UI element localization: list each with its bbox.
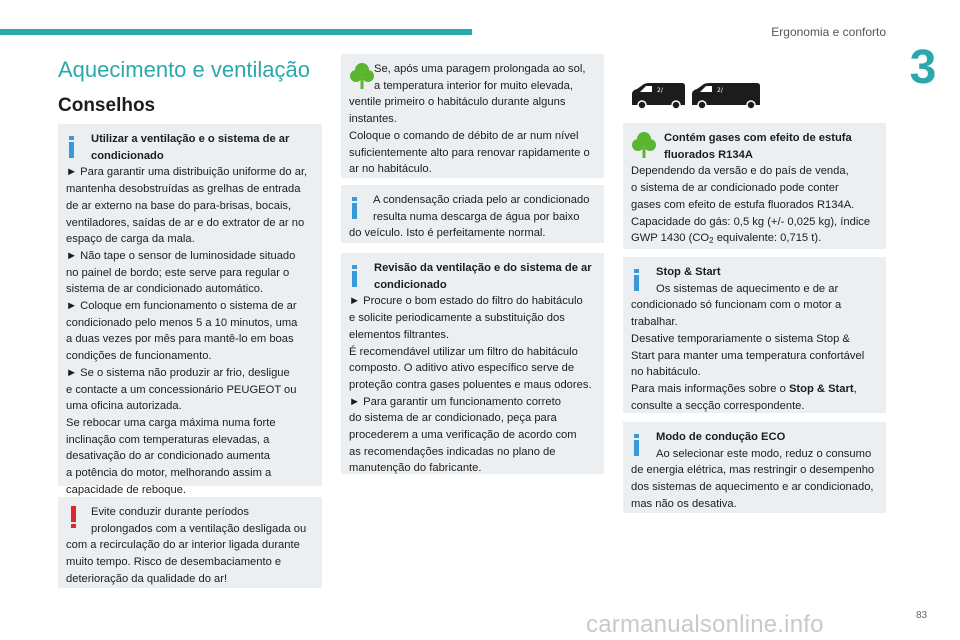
info-box-ventilation-use <box>58 124 322 496</box>
warning-icon <box>70 506 78 528</box>
box-body <box>66 164 314 498</box>
info-icon <box>67 136 76 158</box>
text-line: mas não os desativa. <box>631 497 737 510</box>
box-heading: Modo de condução ECO <box>656 431 786 443</box>
gwp-line: GWP 1430 ($CO_2$ equivalente: 0,715 t). <box>631 232 822 246</box>
box-body <box>631 297 878 381</box>
van-icons <box>630 81 762 109</box>
text-line: ► Se o sistema não produzir ar frio, desligue <box>66 366 290 379</box>
box-intro: Ao selecionar este modo, reduz o consumo <box>656 447 872 460</box>
text-line: ► Não tape o sensor de luminosidade situado <box>66 249 296 262</box>
text-line: ► Para garantir um funcionamento correto <box>349 395 561 408</box>
text-line: com a recirculação do ar interior ligada durante <box>66 539 300 552</box>
text-line: de energia elétrica, mas restringir o desempenho <box>631 464 875 477</box>
text-line: desativação do ar condicionado aumenta <box>66 450 271 463</box>
text-line: deterioração da qualidade do ar! <box>66 572 228 585</box>
text-line: condicionado só funcionam com o motor a <box>631 299 842 312</box>
tree-icon <box>350 62 374 90</box>
text-line: gases com efeito de estufa fluorados R134A. <box>631 198 855 211</box>
text-line: ► Procure o bom estado do filtro do habitáculo <box>349 295 583 308</box>
text-line: no habitáculo. <box>631 366 701 379</box>
section-heading: Conselhos <box>58 95 156 116</box>
van-long-icon <box>692 83 760 109</box>
text-line: Dependendo da versão e do país de venda, <box>631 165 849 178</box>
info-icon <box>350 265 359 287</box>
text-line: dos sistemas de aquecimento e ar condicionado, <box>631 481 874 494</box>
box-heading: Stop & Start <box>656 266 721 278</box>
info-icon <box>632 269 641 291</box>
tree-icon <box>632 131 656 159</box>
text-line: ventiladores, saídas de ar e do extrator de ar no <box>66 216 305 229</box>
text-line: instantes. <box>349 113 397 126</box>
text-line: Capacidade do gás: 0,5 kg (+/- 0,025 kg), índice <box>631 215 871 228</box>
text-line: inclinação com temperaturas elevadas, a <box>66 433 270 446</box>
text-line: suficientemente alto para renovar rapidamente o <box>349 146 590 159</box>
text-line: o sistema de ar condicionado pode conter <box>631 182 839 195</box>
text-line: condições de funcionamento. <box>66 350 212 363</box>
watermark: carmanualsonline.info <box>586 611 824 638</box>
eco-box-gas <box>623 123 886 249</box>
box-heading: Revisão da ventilação e do sistema de ar condicionado <box>374 262 592 291</box>
text-line: condicionado pelo menos 5 a 10 minutos, uma <box>66 316 298 329</box>
box-last-line: consulte a secção correspondente. <box>631 399 805 412</box>
text-line: Coloque o comando de débito de ar num nível <box>349 129 579 142</box>
text-line: ► Coloque em funcionamento o sistema de ar <box>66 300 297 313</box>
eco-box-parking <box>341 54 604 178</box>
text-line: do veículo. Isto é perfeitamente normal. <box>349 227 546 240</box>
info-icon <box>632 434 641 456</box>
box-heading: Utilizar a ventilação e o sistema de ar condicionado <box>91 133 290 162</box>
box-body <box>66 537 314 587</box>
box-body <box>349 293 596 477</box>
text-line: capacidade de reboque. <box>66 483 187 496</box>
text-line: prolongados com a ventilação desligada ou <box>91 522 307 535</box>
text-line: muito tempo. Risco de desembaciamento e <box>66 556 282 569</box>
svg-text:2/: 2/ <box>657 87 663 94</box>
text-line: a duas vezes por mês para mantê-lo em boas <box>66 333 294 346</box>
box-intro <box>349 192 596 225</box>
page-number: 83 <box>916 610 928 621</box>
header-accent-bar <box>0 29 472 35</box>
text-line: mantenha desobstruídas as grelhas de entrada <box>66 183 301 196</box>
box-heading: Contém gases com efeito de estufa fluorados R134A <box>664 132 852 161</box>
text-line: Se, após uma paragem prolongada ao sol, <box>374 63 586 75</box>
text-line: composto. O aditivo ativo específico serve de <box>349 362 575 375</box>
text-line: de ar externo na base do para-brisas, bocais, <box>66 199 292 212</box>
text-line: A condensação criada pelo ar condicionado <box>373 194 590 206</box>
info-box-eco-mode <box>623 422 886 513</box>
text-line: ar no habitáculo. <box>349 163 432 176</box>
text-line: procederem a uma verificação de acordo com <box>349 429 577 442</box>
warning-box <box>58 497 322 588</box>
van-short-icon <box>632 83 685 109</box>
section-title: Ergonomia e conforto <box>771 25 886 39</box>
text-line: ► Para garantir uma distribuição uniforme do ar, <box>66 166 308 179</box>
text-line: trabalhar. <box>631 316 678 329</box>
text-line: a temperatura interior for muito elevada, <box>374 79 573 92</box>
info-box-condensation <box>341 185 604 243</box>
text-line: e contacte a um concessionário PEUGEOT ou <box>66 383 297 396</box>
text-line: Evite conduzir durante períodos <box>91 506 249 518</box>
text-line: manutenção do fabricante. <box>349 462 482 475</box>
text-line: sistema de ar condicionado automático. <box>66 283 264 296</box>
box-intro <box>349 61 596 94</box>
text-line: elementos filtrantes. <box>349 328 450 341</box>
text-line: e solicite periodicamente a substituição dos <box>349 312 565 325</box>
text-line: do sistema de ar condicionado, peça para <box>349 412 557 425</box>
svg-text:2/: 2/ <box>717 87 723 94</box>
text-line: no painel de bordo; este serve para regular o <box>66 266 290 279</box>
info-icon <box>350 197 359 219</box>
box-body <box>631 163 878 230</box>
text-line: Start para manter uma temperatura confortável <box>631 349 865 362</box>
more-info-line: Para mais informações sobre o Stop & Start, <box>631 382 857 395</box>
text-line: proteção contra gases poluentes e maus odores. <box>349 378 592 391</box>
box-body <box>349 225 596 242</box>
text-line: uma oficina autorizada. <box>66 400 182 413</box>
text-line: Se rebocar uma carga máxima numa forte <box>66 416 276 429</box>
info-box-revision <box>341 253 604 474</box>
text-line: Desative temporariamente o sistema Stop & <box>631 332 850 345</box>
info-box-stop-start <box>623 257 886 413</box>
page-title: Aquecimento e ventilação <box>58 57 310 82</box>
box-intro <box>66 504 314 537</box>
box-intro: Os sistemas de aquecimento e de ar <box>656 282 839 295</box>
text-line: ventile primeiro o habitáculo durante alguns <box>349 96 566 109</box>
box-body <box>631 462 878 512</box>
text-line: É recomendável utilizar um filtro do habitáculo <box>349 345 578 358</box>
chapter-number: 3 <box>909 41 937 94</box>
text-line: espaço de carga da mala. <box>66 233 195 246</box>
text-line: as recomendações indicadas no plano de <box>349 445 556 458</box>
text-line: a potência do motor, melhorando assim a <box>66 467 272 480</box>
box-body <box>349 94 596 178</box>
text-line: resulta numa descarga de água por baixo <box>373 210 580 223</box>
